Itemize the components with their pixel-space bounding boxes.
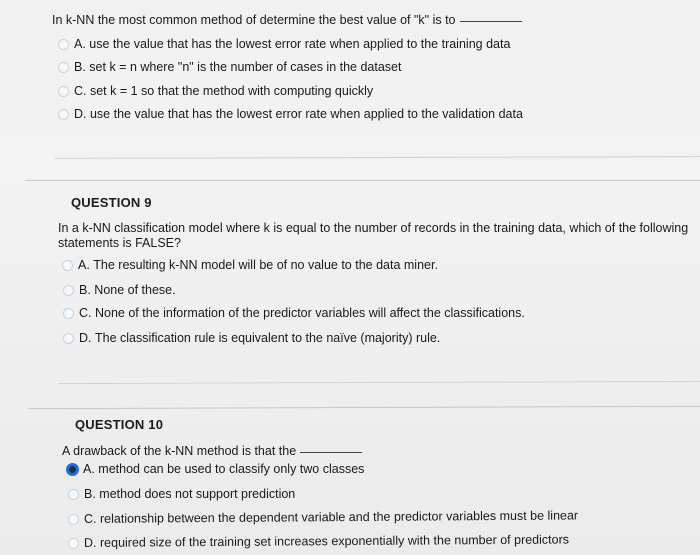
option-letter: C.: [83, 511, 97, 526]
question-10-text: [62, 444, 362, 459]
option-text: The classification rule is equivalent to the naïve (majority) rule.: [94, 331, 441, 345]
question-8: [52, 13, 522, 28]
option-text: use the value that has the lowest error rate when applied to the training data: [89, 37, 511, 51]
radio-button[interactable]: [63, 333, 74, 344]
divider: [58, 381, 700, 384]
divider: [28, 406, 700, 409]
option-text: relationship between the dependent variable and the predictor variables must be linear: [99, 508, 579, 526]
question-10-heading: QUESTION 10: [75, 417, 164, 432]
option-text: required size of the training set increases exponentially with the number of predictors: [99, 532, 570, 550]
radio-button[interactable]: [62, 260, 73, 271]
option-text: method does not support prediction: [99, 487, 296, 501]
q10-option-c[interactable]: [68, 508, 578, 526]
option-text: use the value that has the lowest error rate when applied to the validation data: [89, 107, 523, 121]
option-text: set k = 1 so that the method with computing quickly: [89, 84, 374, 98]
option-letter: B.: [74, 60, 86, 74]
divider: [55, 156, 700, 159]
option-letter: C.: [74, 84, 87, 98]
q8-option-c[interactable]: [58, 84, 373, 98]
radio-button[interactable]: [58, 109, 69, 120]
q10-option-d[interactable]: [68, 533, 569, 550]
q9-option-a[interactable]: [62, 258, 438, 272]
option-text: None of these.: [94, 283, 176, 297]
radio-button-selected[interactable]: [66, 463, 79, 476]
radio-button[interactable]: [68, 537, 79, 548]
radio-button[interactable]: [68, 513, 79, 524]
divider: [25, 180, 700, 181]
option-letter: C.: [79, 306, 92, 320]
question-8-prompt: In k-NN the most common method of determine the best value of "k" is to: [52, 13, 456, 27]
option-letter: B.: [84, 487, 96, 501]
radio-button[interactable]: [58, 39, 69, 50]
question-9-heading: QUESTION 9: [71, 195, 152, 210]
option-letter: D.: [83, 535, 97, 550]
q8-option-d[interactable]: [58, 107, 523, 121]
question-9-text: [58, 221, 700, 251]
q9-option-c[interactable]: [63, 306, 525, 320]
option-text: set k = n where "n" is the number of cases in the dataset: [89, 60, 402, 74]
option-letter: A.: [78, 258, 90, 272]
q9-option-d[interactable]: [63, 331, 440, 345]
question-10-prompt: A drawback of the k-NN method is that the: [62, 444, 297, 458]
option-letter: D.: [79, 331, 92, 345]
q8-option-b[interactable]: [58, 60, 401, 74]
option-text: method can be used to classify only two classes: [98, 462, 365, 476]
answer-blank: [300, 452, 362, 453]
option-letter: A.: [83, 462, 95, 476]
q9-option-b[interactable]: [63, 283, 176, 297]
option-text: None of the information of the predictor variables will affect the classifications.: [94, 306, 525, 320]
answer-blank: [460, 21, 522, 22]
radio-button[interactable]: [63, 285, 74, 296]
question-9-text-line-2: statements is FALSE?: [58, 236, 181, 250]
q10-option-b[interactable]: [68, 487, 295, 501]
radio-button[interactable]: [58, 86, 69, 97]
option-letter: B.: [79, 283, 91, 297]
radio-button[interactable]: [63, 308, 74, 319]
q8-option-a[interactable]: [58, 37, 510, 51]
radio-button[interactable]: [58, 62, 69, 73]
question-8-text: [52, 13, 522, 28]
question-9-text-line-1: In a k-NN classification model where k is equal to the number of records in the training data, which of the following: [58, 221, 689, 235]
q10-option-a[interactable]: [66, 462, 364, 476]
radio-button[interactable]: [68, 489, 79, 500]
option-text: The resulting k-NN model will be of no value to the data miner.: [93, 258, 438, 272]
option-letter: D.: [74, 107, 87, 121]
option-letter: A.: [74, 37, 86, 51]
